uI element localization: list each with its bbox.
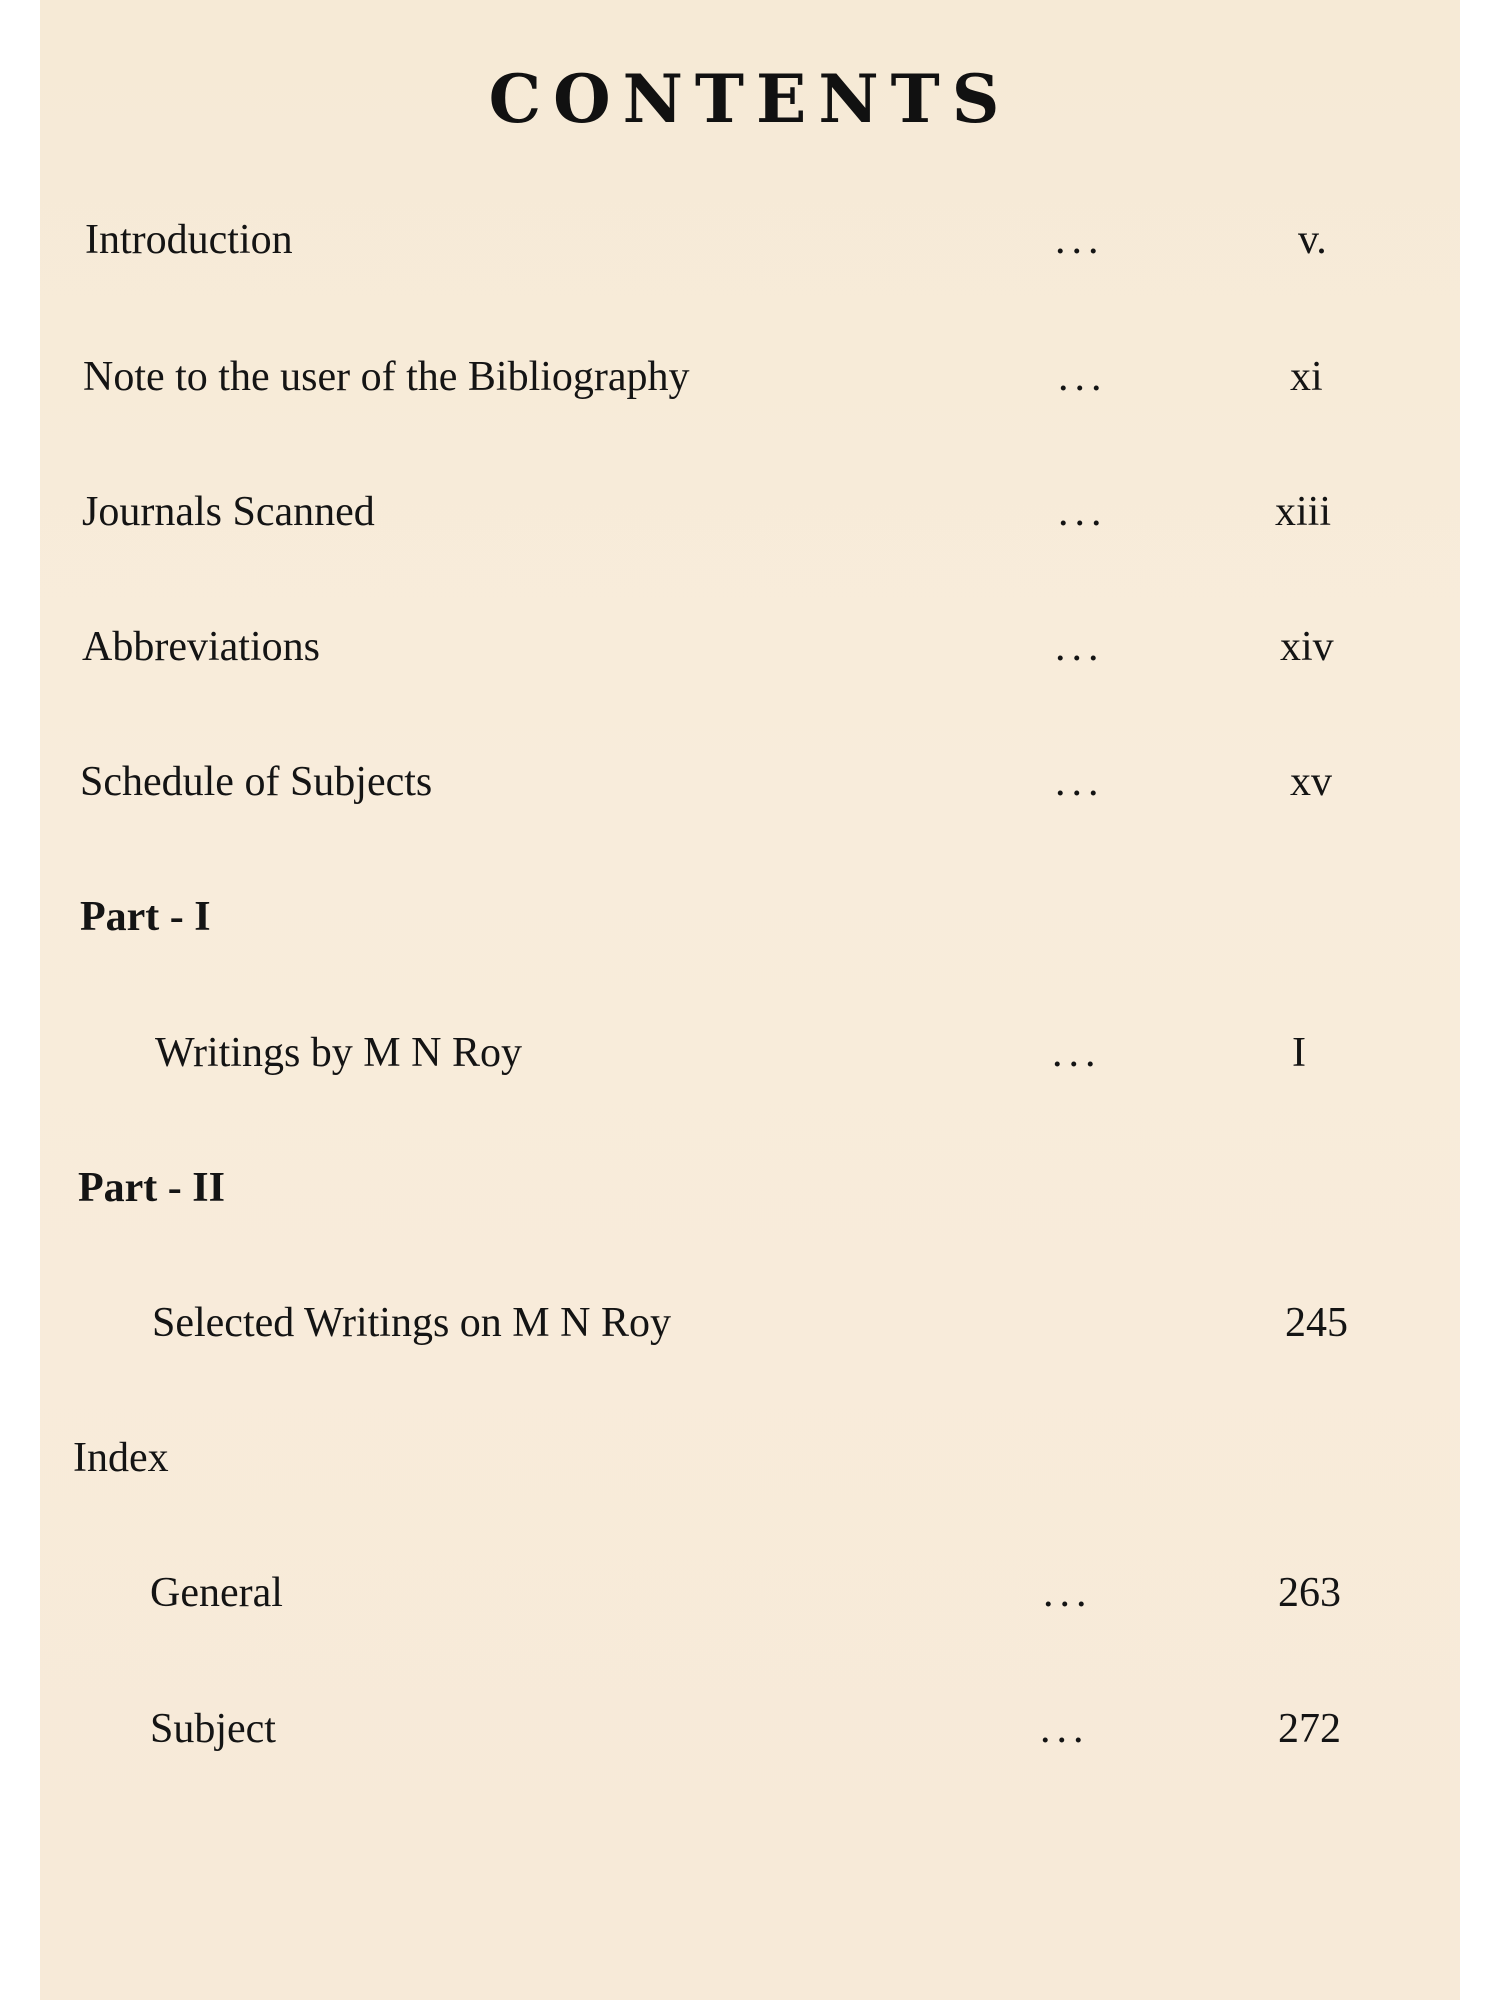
toc-leader-dots: ... <box>1058 489 1108 535</box>
toc-leader-dots: ... <box>1058 354 1108 400</box>
toc-label: Abbreviations <box>82 624 320 670</box>
toc-label: Selected Writings on M N Roy <box>152 1300 671 1346</box>
toc-page-number: xi <box>1290 354 1323 400</box>
toc-leader-dots: ... <box>1055 217 1105 263</box>
toc-page-number: 272 <box>1278 1706 1341 1752</box>
toc-section-label: Index <box>73 1435 169 1481</box>
toc-label: Writings by M N Roy <box>155 1030 522 1076</box>
toc-page-number: xv <box>1290 759 1332 805</box>
toc-page-number: I <box>1292 1030 1306 1076</box>
toc-label: Journals Scanned <box>82 489 375 535</box>
toc-label: Introduction <box>85 217 293 263</box>
contents-heading: CONTENTS <box>488 60 1012 138</box>
toc-page-number: xiv <box>1280 624 1334 670</box>
book-page <box>40 0 1460 2000</box>
toc-page-number: 263 <box>1278 1570 1341 1616</box>
toc-leader-dots: ... <box>1055 624 1105 670</box>
toc-label: Note to the user of the Bibliography <box>83 354 690 400</box>
toc-section-label: Part - II <box>78 1165 225 1211</box>
toc-page-number: 245 <box>1285 1300 1348 1346</box>
toc-page-number: xiii <box>1275 489 1332 535</box>
toc-label: Schedule of Subjects <box>80 759 433 805</box>
toc-leader-dots: ... <box>1043 1570 1093 1616</box>
toc-label: Subject <box>150 1706 276 1752</box>
toc-section-label: Part - I <box>80 894 211 940</box>
toc-leader-dots: ... <box>1055 759 1105 805</box>
toc-leader-dots: ... <box>1040 1706 1090 1752</box>
toc-page-number: v. <box>1298 217 1327 263</box>
toc-label: General <box>150 1570 283 1616</box>
toc-leader-dots: ... <box>1052 1030 1102 1076</box>
